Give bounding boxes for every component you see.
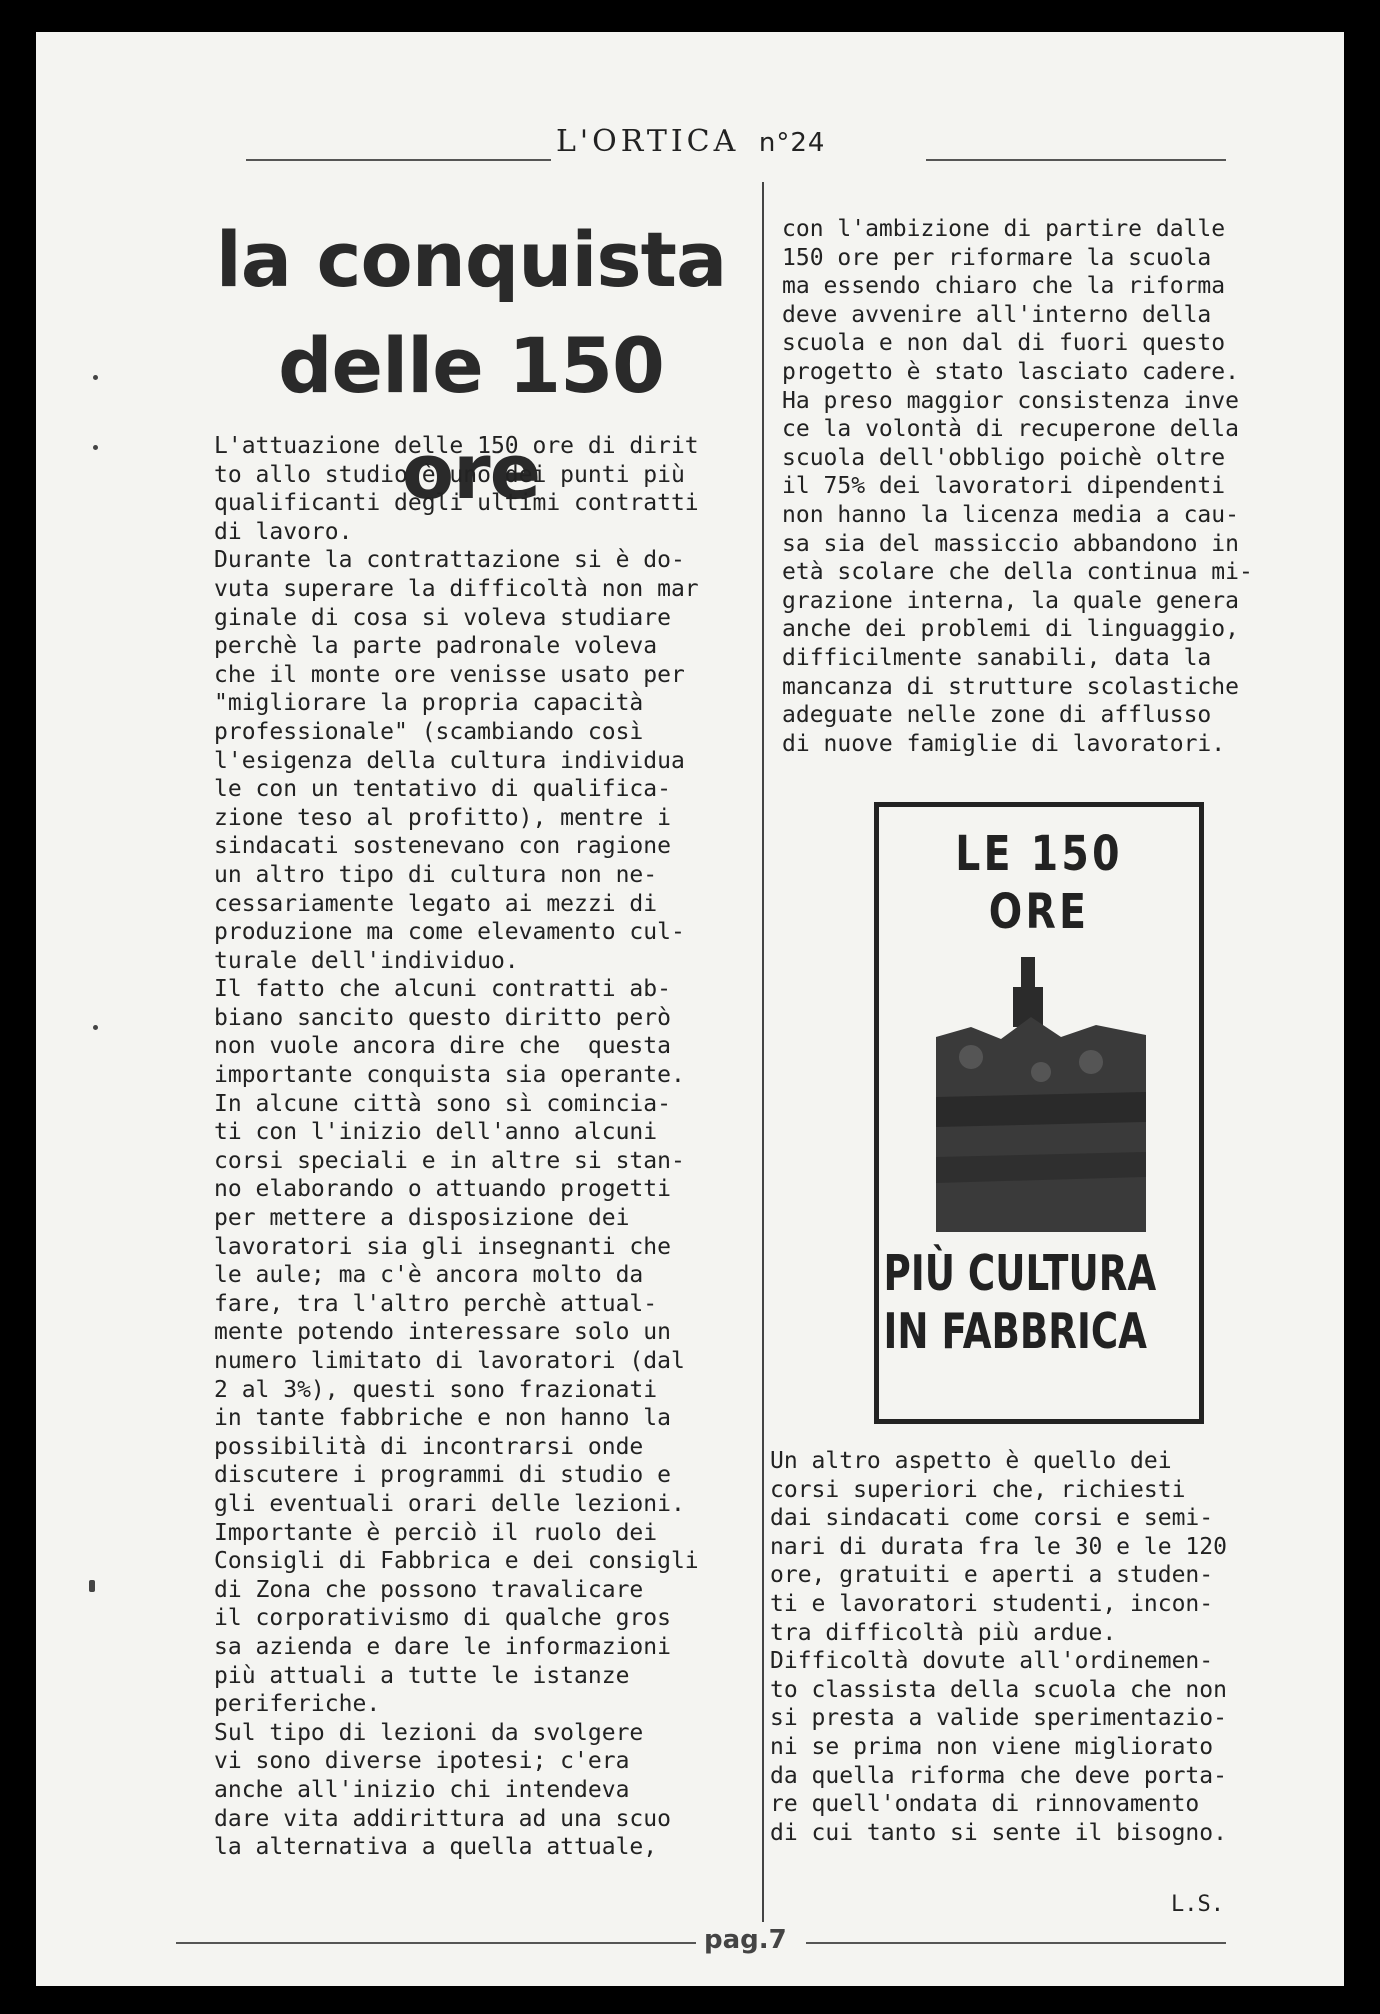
text-line: di nuove famiglie di lavoratori. [782, 730, 1226, 757]
text-line: fare, tra l'altro perchè attual- [214, 1290, 658, 1317]
text-line: Il fatto che alcuni contratti ab- [214, 976, 671, 1003]
text-line: qualificanti degli ultimi contratti [214, 490, 699, 517]
article-column-right-top [782, 215, 1253, 758]
text-line: sindacati sostenevano con ragione [214, 833, 671, 860]
poster-caption-line: IN FABBRICA [883, 1303, 1147, 1360]
text-line: deve avvenire all'interno della [782, 301, 1212, 328]
text-line: nari di durata fra le 30 e le 120 [770, 1533, 1227, 1560]
headline-line: la conquista [215, 215, 727, 304]
text-line: Ha preso maggior consistenza inve [782, 387, 1239, 414]
column-divider [762, 182, 764, 1922]
text-line: grazione interna, la quale genera [782, 587, 1239, 614]
text-line: l'esigenza della cultura individua [214, 747, 685, 774]
text-line: si presta a valide sperimentazio- [770, 1705, 1227, 1732]
headline-line: delle 150 ore [278, 321, 664, 516]
text-line: Difficoltà dovute all'ordinemen- [770, 1648, 1214, 1675]
text-line: gli eventuali orari delle lezioni. [214, 1490, 685, 1517]
text-line: no elaborando o attuando progetti [214, 1176, 671, 1203]
poster-caption [879, 1245, 1157, 1361]
text-line: vi sono diverse ipotesi; c'era [214, 1748, 630, 1775]
masthead-title: L'ORTICA [556, 124, 740, 159]
text-line: il 75% dei lavoratori dipendenti [782, 473, 1226, 500]
poster-title-line: ORE [988, 884, 1090, 940]
text-line: di Zona che possono travalicare [214, 1576, 644, 1603]
text-line: dai sindacati come corsi e semi- [770, 1505, 1214, 1532]
text-line: un altro tipo di cultura non ne- [214, 861, 658, 888]
text-line: corsi superiori che, richiesti [770, 1476, 1186, 1503]
text-line: discutere i programmi di studio e [214, 1462, 671, 1489]
header-rule-left [246, 159, 551, 161]
text-line: numero limitato di lavoratori (dal [214, 1348, 685, 1374]
poster-150-ore [874, 802, 1204, 1424]
text-line: le con un tentativo di qualifica- [214, 776, 671, 803]
text-line: per mettere a disposizione dei [214, 1205, 630, 1232]
newspaper-page [36, 32, 1344, 1986]
text-line: turale dell'individuo. [214, 947, 519, 974]
text-line: corsi speciali e in altre si stan- [214, 1147, 685, 1174]
text-line: produzione ma come elevamento cul- [214, 919, 685, 946]
text-line: le aule; ma c'è ancora molto da [214, 1262, 644, 1289]
text-line: di lavoro. [214, 518, 353, 545]
text-line: anche all'inizio chi intendeva [214, 1776, 630, 1803]
text-line: Consigli di Fabbrica e dei consigli [214, 1548, 699, 1575]
text-line: scuola e non dal di fuori questo [782, 330, 1226, 357]
footer-rule-right [806, 1942, 1226, 1944]
margin-mark [93, 375, 98, 380]
poster-caption-line: PIÙ CULTURA [883, 1245, 1157, 1302]
text-line: ore, gratuiti e aperti a studen- [770, 1562, 1214, 1589]
text-line: la alternativa a quella attuale, [214, 1834, 658, 1861]
text-line: anche dei problemi di linguaggio, [782, 616, 1239, 643]
text-line: Durante la contrattazione si è do- [214, 547, 685, 574]
article-column-right-bottom [770, 1447, 1227, 1847]
issue-number: n°24 [758, 128, 826, 158]
text-line: adeguate nelle zone di afflusso [782, 702, 1212, 729]
text-line: sa azienda e dare le informazioni [214, 1633, 671, 1660]
text-line: periferiche. [214, 1691, 381, 1718]
text-line: Un altro aspetto è quello dei [770, 1448, 1172, 1474]
text-line: perchè la parte padronale voleva [214, 633, 658, 660]
text-line: in tante fabbriche e non hanno la [214, 1405, 671, 1432]
text-line: più attuali a tutte le istanze [214, 1662, 630, 1689]
crowd-with-raised-fist-icon [931, 947, 1151, 1237]
poster-title-line: LE 150 [955, 826, 1123, 882]
text-line: 2 al 3%), questi sono frazionati [214, 1376, 658, 1403]
header-rule-right [926, 159, 1226, 161]
text-line: progetto è stato lasciato cadere. [782, 358, 1239, 385]
text-line: "migliorare la propria capacità [214, 690, 644, 717]
text-line: professionale" (scambiando così [214, 718, 644, 745]
text-line: età scolare che della continua mi- [782, 559, 1253, 586]
article-column-left [214, 432, 699, 1862]
text-line: ti con l'inizio dell'anno alcuni [214, 1119, 658, 1146]
text-line: ni se prima non viene migliorato [770, 1733, 1214, 1760]
margin-mark [93, 1025, 98, 1030]
text-line: re quell'ondata di rinnovamento [770, 1791, 1200, 1818]
text-line: 150 ore per riformare la scuola [782, 244, 1212, 271]
text-line: possibilità di incontrarsi onde [214, 1433, 644, 1460]
masthead [556, 124, 825, 159]
text-line: tra difficoltà più ardue. [770, 1619, 1117, 1646]
text-line: il corporativismo di qualche gros [214, 1605, 671, 1632]
text-line: mancanza di strutture scolastiche [782, 673, 1239, 700]
text-line: non vuole ancora dire che questa [214, 1033, 671, 1060]
text-line: to allo studio è uno dei punti più [214, 461, 685, 488]
text-line: di cui tanto si sente il bisogno. [770, 1819, 1227, 1846]
text-line: mente potendo interessare solo un [214, 1319, 671, 1346]
margin-mark [93, 445, 98, 450]
footer-rule-left [176, 1942, 696, 1944]
author-signature: L.S. [1171, 1892, 1224, 1917]
text-line: Sul tipo di lezioni da svolgere [214, 1719, 644, 1746]
margin-mark [89, 1580, 95, 1592]
text-line: non hanno la licenza media a cau- [782, 501, 1239, 528]
text-line: dare vita addirittura ad una scuo [214, 1805, 671, 1832]
text-line: ginale di cosa si voleva studiare [214, 604, 671, 631]
text-line: importante conquista sia operante. [214, 1062, 685, 1089]
text-line: L'attuazione delle 150 ore di dirit [214, 433, 699, 459]
text-line: In alcune città sono sì comincia- [214, 1090, 671, 1117]
text-line: difficilmente sanabili, data la [782, 644, 1212, 671]
poster-title [908, 825, 1170, 941]
text-line: lavoratori sia gli insegnanti che [214, 1233, 671, 1260]
text-line: che il monte ore venisse usato per [214, 661, 685, 688]
page-number: pag.7 [704, 1925, 787, 1955]
text-line: biano sancito questo diritto però [214, 1004, 671, 1031]
text-line: to classista della scuola che non [770, 1676, 1227, 1703]
text-line: sa sia del massiccio abbandono in [782, 530, 1239, 557]
text-line: da quella riforma che deve porta- [770, 1762, 1227, 1789]
text-line: scuola dell'obbligo poichè oltre [782, 444, 1226, 471]
text-line: cessariamente legato ai mezzi di [214, 890, 658, 917]
text-line: con l'ambizione di partire dalle [782, 216, 1226, 242]
text-line: zione teso al profitto), mentre i [214, 804, 671, 831]
text-line: ma essendo chiaro che la riforma [782, 273, 1226, 300]
text-line: ti e lavoratori studenti, incon- [770, 1590, 1214, 1617]
text-line: vuta superare la difficoltà non mar [214, 575, 699, 602]
text-line: ce la volontà di recuperone della [782, 416, 1239, 443]
text-line: Importante è perciò il ruolo dei [214, 1519, 658, 1546]
